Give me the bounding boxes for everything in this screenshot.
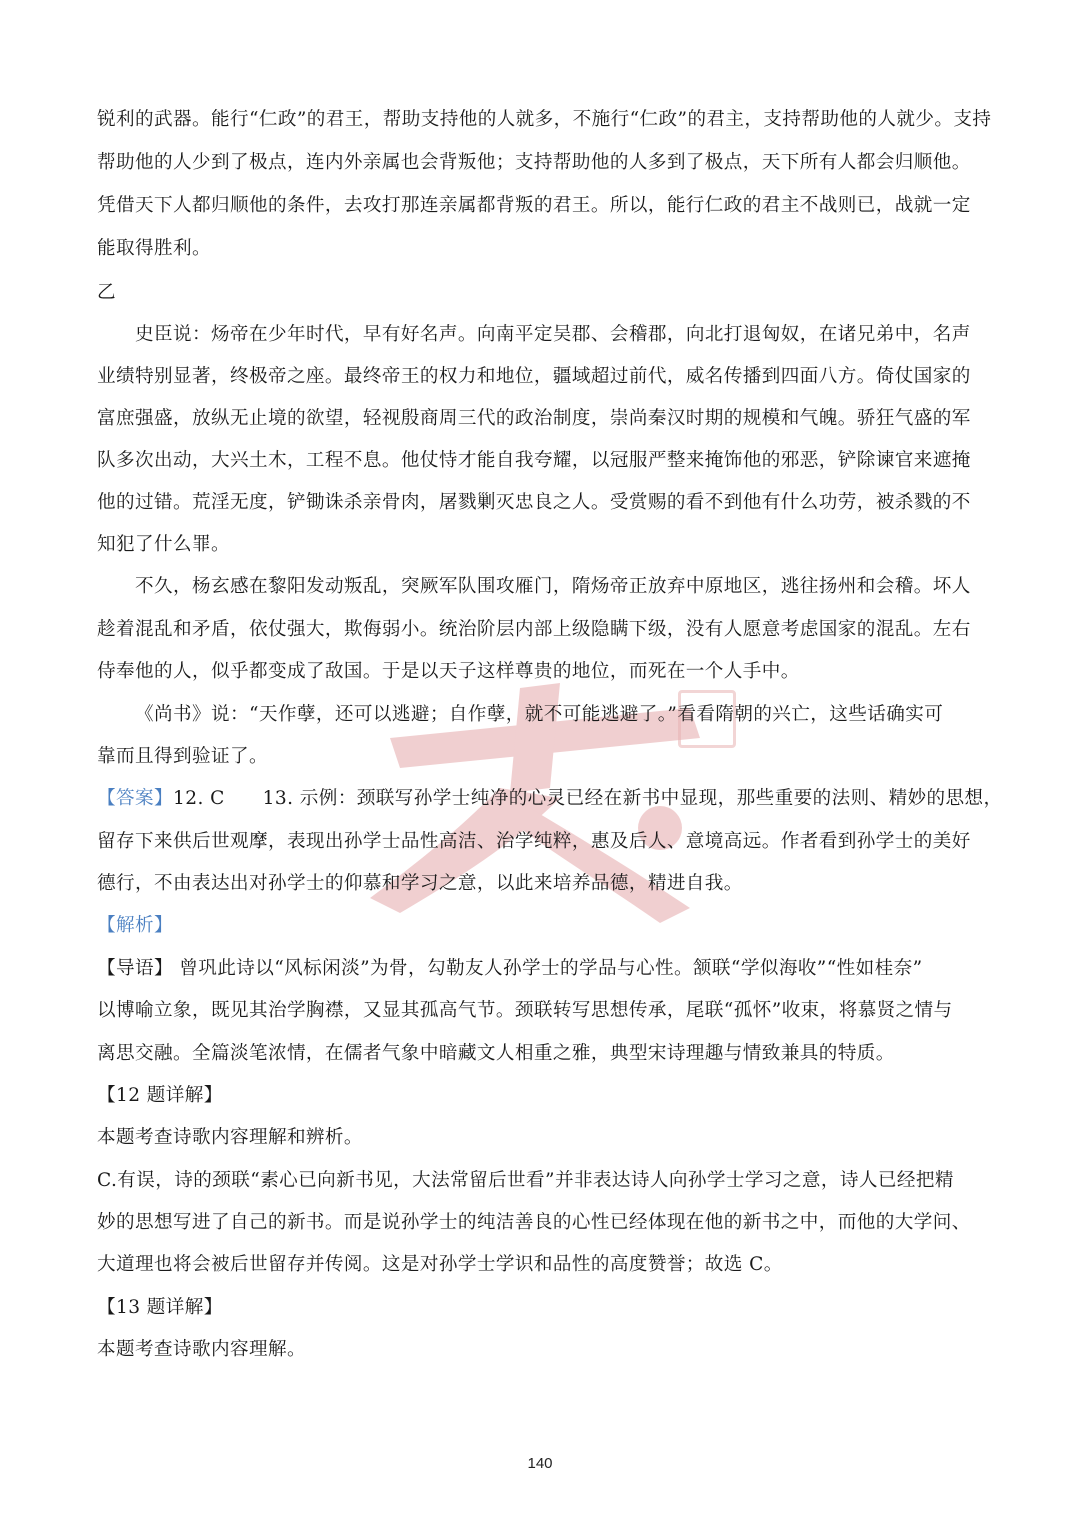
text-line: 靠而且得到验证了。 <box>97 746 268 767</box>
q12-line: 本题考查诗歌内容理解和辨析。 <box>97 1127 363 1148</box>
text-line: 他的过错。荒淫无度，铲锄诛杀亲骨肉，屠戮剿灭忠良之人。受赏赐的看不到他有什么功劳，被杀戮的不 <box>97 492 971 513</box>
page-number: 140 <box>527 1455 553 1472</box>
analysis-tag: 【解析】 <box>97 915 173 936</box>
text-line: 能取得胜利。 <box>97 238 211 259</box>
text-line: 史臣说：炀帝在少年时代，早有好名声。向南平定吴郡、会稽郡，向北打退匈奴，在诸兄弟中，名声 <box>135 324 971 345</box>
answer-line <box>97 785 1003 813</box>
text-line: 不久，杨玄感在黎阳发动叛乱，突厥军队围攻雁门，隋炀帝正放弃中原地区，逃往扬州和会稽。坏人 <box>135 576 971 597</box>
answer-text: 12. C 13. 示例：颈联写孙学士纯净的心灵已经在新书中显现，那些重要的法则、精妙的思想， <box>172 788 1003 809</box>
q12-line: 妙的思想写进了自己的新书。而是说孙学士的纯洁善良的心性已经体现在他的新书之中，而他的大学问、 <box>97 1212 971 1233</box>
text-line: 帮助他的人少到了极点，连内外亲属也会背叛他；支持帮助他的人多到了极点，天下所有人都会归顺他。 <box>97 152 971 173</box>
text-line: 凭借天下人都归顺他的条件，去攻打那连亲属都背叛的君王。所以，能行仁政的君主不战则已，战就一定 <box>97 195 971 216</box>
q13-line: 本题考查诗歌内容理解。 <box>97 1339 306 1360</box>
q12-line: C.有误，诗的颈联“素心已向新书见，大法常留后世看”并非表达诗人向孙学士学习之意，诗人已经把精 <box>97 1170 954 1191</box>
section-label: 乙 <box>97 282 116 303</box>
q12-header: 【12 题详解】 <box>97 1085 223 1106</box>
text-line: 富庶强盛，放纵无止境的欲望，轻视殷商周三代的政治制度，崇尚秦汉时期的规模和气魄。骄狂气盛的军 <box>97 408 971 429</box>
text-line: 侍奉他的人，似乎都变成了敌国。于是以天子这样尊贵的地位，而死在一个人手中。 <box>97 661 800 682</box>
text-line: 锐利的武器。能行“仁政”的君王，帮助支持他的人就多，不施行“仁政”的君主，支持帮助他的人就少。支持 <box>97 109 992 130</box>
q13-header: 【13 题详解】 <box>97 1297 223 1318</box>
answer-line: 留存下来供后世观摩，表现出孙学士品性高洁、治学纯粹，惠及后人、意境高远。作者看到孙学士的美好 <box>97 831 971 852</box>
answer-line: 德行，不由表达出对孙学士的仰慕和学习之意，以此来培养品德，精进自我。 <box>97 873 743 894</box>
guide-line: 离思交融。全篇淡笔浓情，在儒者气象中暗藏文人相重之雅，典型宋诗理趣与情致兼具的特质。 <box>97 1043 895 1064</box>
guide-line: 【导语】 曾巩此诗以“风标闲淡”为骨，勾勒友人孙学士的学品与心性。颔联“学似海收”“性如桂奈” <box>97 958 923 979</box>
text-line: 知犯了什么罪。 <box>97 534 230 555</box>
answer-tag: 【答案】 <box>97 788 173 809</box>
q12-line: 大道理也将会被后世留存并传阅。这是对孙学士学识和品性的高度赞誉；故选 C。 <box>97 1254 783 1275</box>
text-line: 趁着混乱和矛盾，依仗强大，欺侮弱小。统治阶层内部上级隐瞒下级，没有人愿意考虑国家的混乱。左右 <box>97 619 971 640</box>
guide-line: 以博喻立象，既见其治学胸襟，又显其孤高气节。颈联转写思想传承，尾联“孤怀”收束，将慕贤之情与 <box>97 1000 953 1021</box>
text-line: 队多次出动，大兴土木，工程不息。他仗恃才能自我夸耀，以冠服严整来掩饰他的邪恶，铲除谏官来遮掩 <box>97 450 971 471</box>
text-line: 《尚书》说：“天作孽，还可以逃避；自作孽，就不可能逃避了。”看看隋朝的兴亡，这些话确实可 <box>135 704 944 725</box>
text-line: 业绩特别显著，终极帝之座。最终帝王的权力和地位，疆域超过前代，威名传播到四面八方。倚仗国家的 <box>97 366 971 387</box>
